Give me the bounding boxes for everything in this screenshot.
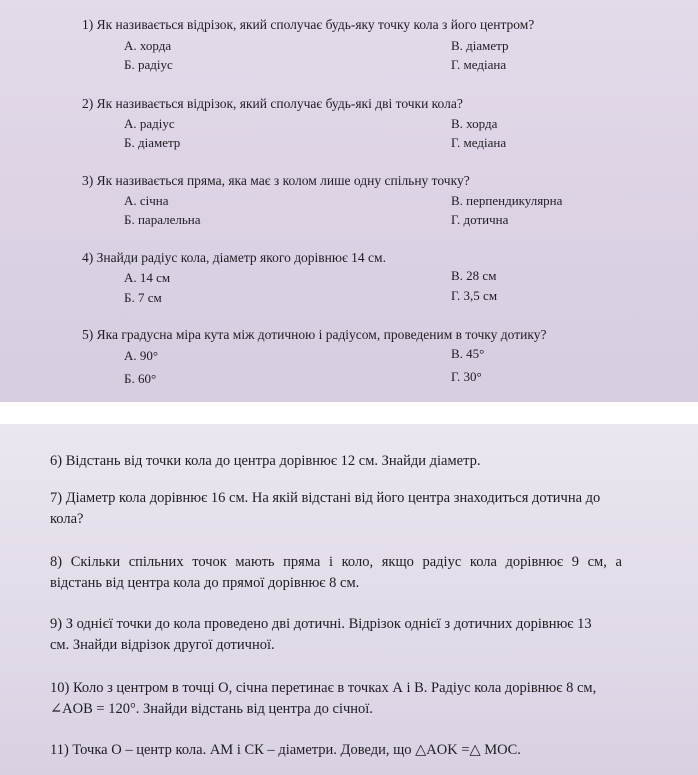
question-9 (50, 614, 670, 656)
question-9-line-1: 9) З однієї точки до кола проведено дві дотичні. Відрізок однієї з дотичних дорівнює 13 (50, 616, 592, 632)
option-g: Г. медіана (451, 57, 507, 72)
worksheet-photo-part-2 (0, 424, 698, 775)
option-a: А. 90° (124, 348, 159, 363)
question-10 (50, 678, 670, 720)
option-b: Б. паралельна (124, 212, 201, 227)
option-a: А. хорда (124, 38, 172, 53)
question-10-line-1: 10) Коло з центром в точці О, січна перетинає в точках А і В. Радіус кола дорівнює 8 см, (50, 680, 597, 696)
option-g: Г. 30° (451, 369, 482, 384)
option-a: А. 14 см (124, 270, 171, 285)
question-6: 6) Відстань від точки кола до центра дорівнює 12 см. Знайди діаметр. (50, 453, 481, 469)
question-3: 3) Як називається пряма, яка має з колом лише одну спільну точку? (82, 173, 470, 188)
option-b: Б. радіус (124, 57, 173, 72)
option-b: Б. діаметр (124, 135, 181, 150)
question-11: 11) Точка О – центр кола. АМ і СК – діаметри. Доведи, що △AOK =△ MOC. (50, 742, 521, 758)
question-7-line-2: кола? (50, 511, 84, 527)
question-4: 4) Знайди радіус кола, діаметр якого дорівнює 14 см. (82, 250, 386, 265)
question-10-line-2: ∠AOB = 120°. Знайди відстань від центра до січної. (50, 701, 373, 717)
question-8-line-1: 8) Скільки спільних точок мають пряма і коло, якщо радіус кола дорівнює 9 см, а (50, 554, 622, 570)
option-v: В. перпендикулярна (451, 193, 563, 208)
option-g: Г. медіана (451, 135, 507, 150)
question-7 (50, 488, 670, 530)
option-g: Г. 3,5 см (451, 288, 498, 303)
option-g: Г. дотична (451, 212, 509, 227)
question-5: 5) Яка градусна міра кута між дотичною і радіусом, проведеним в точку дотику? (82, 327, 547, 342)
option-v: В. діаметр (451, 38, 509, 53)
option-b: Б. 60° (124, 371, 157, 386)
question-8-line-2: відстань від центра кола до прямої дорівнює 8 см. (50, 575, 360, 591)
option-v: В. хорда (451, 116, 498, 131)
question-2: 2) Як називається відрізок, який сполучає будь-які дві точки кола? (82, 96, 463, 111)
question-1: 1) Як називається відрізок, який сполучає будь-яку точку кола з його центром? (82, 17, 535, 32)
option-v: В. 45° (451, 346, 485, 361)
option-b: Б. 7 см (124, 290, 162, 305)
question-9-line-2: см. Знайди відрізок другої дотичної. (50, 637, 275, 653)
option-a: А. радіус (124, 116, 175, 131)
option-v: В. 28 см (451, 268, 497, 283)
option-a: А. січна (124, 193, 169, 208)
question-7-line-1: 7) Діаметр кола дорівнює 16 см. На якій відстані від його центра знаходиться дотична до (50, 490, 601, 506)
question-8 (50, 552, 670, 594)
